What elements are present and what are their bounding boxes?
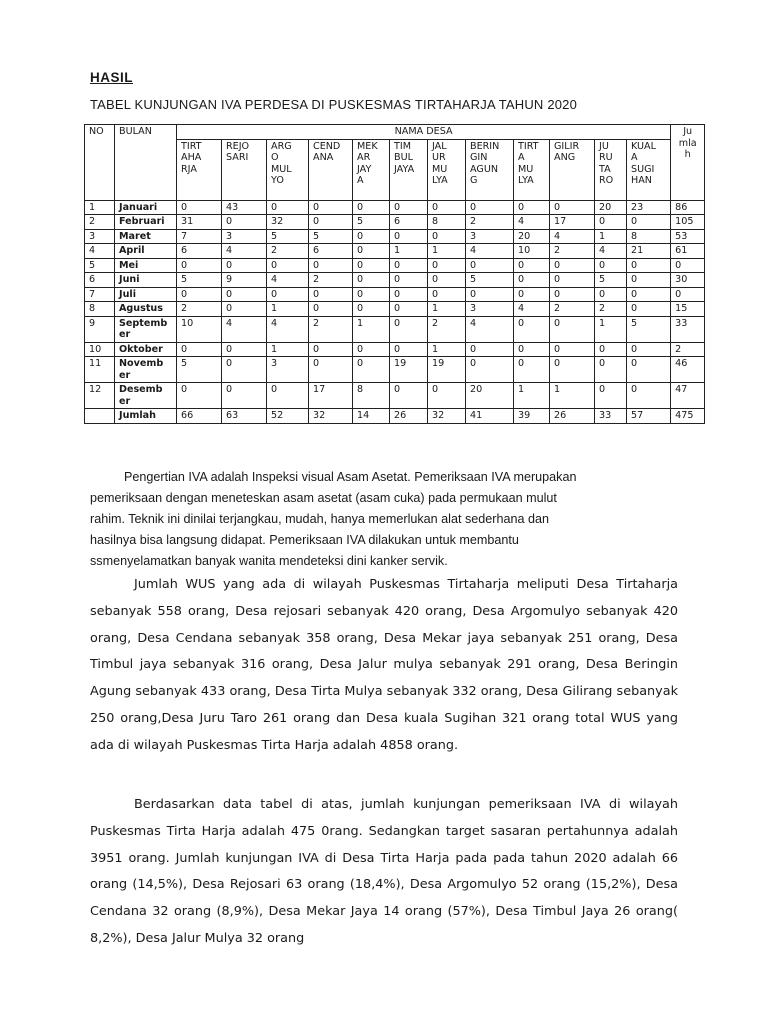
cell-value: 0: [267, 287, 309, 302]
table-row: [85, 383, 705, 409]
cell-value: 4: [267, 316, 309, 342]
cell-value: 2: [177, 302, 222, 317]
cell-value: 0: [627, 273, 671, 288]
cell-value: 0: [267, 383, 309, 409]
cell-value: 0: [177, 342, 222, 357]
cell-value: 1: [428, 302, 466, 317]
cell-no: 9: [85, 316, 115, 342]
cell-value: 0: [428, 383, 466, 409]
cell-value: 0: [466, 258, 514, 273]
cell-value: 0: [309, 258, 353, 273]
cell-month: Agustus: [115, 302, 177, 317]
cell-value: 8: [353, 383, 390, 409]
cell-value: 5: [309, 229, 353, 244]
cell-value: 4: [550, 229, 595, 244]
cell-value: 2: [428, 316, 466, 342]
cell-month: April: [115, 244, 177, 259]
cell-month: Mei: [115, 258, 177, 273]
cell-value: 19: [390, 357, 428, 383]
cell-value: 0: [595, 215, 627, 230]
cell-value: 0: [627, 302, 671, 317]
cell-value: 4: [595, 244, 627, 259]
cell-value: 32: [428, 409, 466, 424]
cell-value: 0: [353, 287, 390, 302]
cell-value: 0: [353, 229, 390, 244]
cell-value: 20: [595, 200, 627, 215]
cell-value: 0: [390, 273, 428, 288]
cell-value: 0: [627, 287, 671, 302]
cell-value: 2: [309, 316, 353, 342]
table-row: [85, 273, 705, 288]
cell-value: 6: [177, 244, 222, 259]
cell-value: 31: [177, 215, 222, 230]
cell-value: 0: [627, 215, 671, 230]
cell-value: 0: [514, 287, 550, 302]
cell-value: 0: [550, 316, 595, 342]
cell-value: 0: [353, 273, 390, 288]
village-header: TIM BUL JAYA: [390, 139, 428, 200]
cell-value: 0: [627, 258, 671, 273]
cell-value: 0: [550, 287, 595, 302]
cell-month: Oktober: [115, 342, 177, 357]
cell-value: 0: [514, 357, 550, 383]
cell-value: 0: [466, 200, 514, 215]
cell-value: 17: [309, 383, 353, 409]
paragraph-line: ssmenyelamatkan banyak wanita mendeteksi dini kanker servik.: [90, 554, 448, 568]
cell-month: Juni: [115, 273, 177, 288]
cell-value: 1: [514, 383, 550, 409]
cell-value: 0: [514, 200, 550, 215]
paragraph-definition: [90, 467, 680, 572]
table-row: [85, 316, 705, 342]
cell-value: 4: [222, 316, 267, 342]
cell-value: 0: [353, 200, 390, 215]
table-row: [85, 215, 705, 230]
cell-value: 52: [267, 409, 309, 424]
header-nama-desa: NAMA DESA: [177, 125, 671, 140]
cell-value: 32: [267, 215, 309, 230]
cell-value: 4: [514, 302, 550, 317]
cell-value: 0: [428, 273, 466, 288]
paragraph-line: rahim. Teknik ini dinilai terjangkau, mudah, hanya memerlukan alat sederhana dan: [90, 512, 550, 526]
header-bulan: BULAN: [115, 125, 177, 201]
cell-total: 105: [671, 215, 705, 230]
cell-value: 0: [309, 287, 353, 302]
cell-value: 0: [222, 342, 267, 357]
cell-value: 0: [595, 357, 627, 383]
table-body: [85, 200, 705, 423]
cell-month: Maret: [115, 229, 177, 244]
table-row: [85, 342, 705, 357]
cell-value: 1: [428, 244, 466, 259]
cell-value: 5: [267, 229, 309, 244]
cell-value: 0: [390, 316, 428, 342]
cell-value: 0: [309, 302, 353, 317]
table-header: [85, 125, 705, 201]
cell-value: 0: [595, 383, 627, 409]
cell-total: 61: [671, 244, 705, 259]
cell-value: 4: [466, 316, 514, 342]
cell-value: 2: [595, 302, 627, 317]
cell-value: 0: [428, 200, 466, 215]
table-row: [85, 229, 705, 244]
cell-value: 0: [595, 287, 627, 302]
cell-value: 63: [222, 409, 267, 424]
cell-value: 6: [309, 244, 353, 259]
cell-total: 46: [671, 357, 705, 383]
cell-value: 0: [550, 342, 595, 357]
cell-total: 53: [671, 229, 705, 244]
cell-value: 0: [222, 258, 267, 273]
village-header: TIRT AHA RJA: [177, 139, 222, 200]
cell-value: 0: [353, 342, 390, 357]
cell-value: 3: [466, 302, 514, 317]
cell-no: [85, 409, 115, 424]
cell-value: 2: [550, 302, 595, 317]
cell-value: 0: [550, 258, 595, 273]
cell-value: 39: [514, 409, 550, 424]
cell-value: 5: [177, 357, 222, 383]
cell-value: 0: [309, 342, 353, 357]
cell-value: 0: [514, 273, 550, 288]
cell-value: 0: [595, 342, 627, 357]
cell-value: 19: [428, 357, 466, 383]
section-heading: HASIL: [90, 70, 133, 85]
cell-value: 0: [267, 200, 309, 215]
cell-value: 8: [428, 215, 466, 230]
cell-month: Novemb er: [115, 357, 177, 383]
cell-value: 0: [353, 244, 390, 259]
cell-value: 0: [390, 229, 428, 244]
cell-value: 0: [514, 258, 550, 273]
cell-value: 0: [222, 383, 267, 409]
table-row: [85, 258, 705, 273]
cell-total: 2: [671, 342, 705, 357]
cell-month: Juli: [115, 287, 177, 302]
cell-no: 10: [85, 342, 115, 357]
cell-value: 0: [267, 258, 309, 273]
cell-value: 0: [222, 357, 267, 383]
cell-value: 5: [466, 273, 514, 288]
cell-value: 57: [627, 409, 671, 424]
cell-value: 0: [177, 200, 222, 215]
cell-value: 0: [550, 273, 595, 288]
cell-value: 0: [222, 215, 267, 230]
village-header: JAL UR MU LYA: [428, 139, 466, 200]
cell-value: 5: [595, 273, 627, 288]
cell-value: 0: [353, 302, 390, 317]
paragraph-line: Pengertian IVA adalah Inspeksi visual Asam Asetat. Pemeriksaan IVA merupakan: [124, 470, 577, 484]
cell-value: 0: [466, 287, 514, 302]
cell-value: 20: [466, 383, 514, 409]
cell-month: Februari: [115, 215, 177, 230]
village-header: ARG O MUL YO: [267, 139, 309, 200]
cell-value: 43: [222, 200, 267, 215]
table-row: [85, 357, 705, 383]
cell-value: 0: [390, 302, 428, 317]
cell-value: 1: [267, 342, 309, 357]
header-jumlah: Ju mla h: [671, 125, 705, 201]
cell-value: 0: [627, 357, 671, 383]
table-row: [85, 244, 705, 259]
cell-value: 0: [514, 316, 550, 342]
cell-month: Jumlah: [115, 409, 177, 424]
cell-value: 0: [390, 342, 428, 357]
village-header: TIRT A MU LYA: [514, 139, 550, 200]
cell-value: 21: [627, 244, 671, 259]
cell-value: 5: [627, 316, 671, 342]
cell-no: 4: [85, 244, 115, 259]
header-no: NO: [85, 125, 115, 201]
cell-value: 0: [353, 357, 390, 383]
cell-value: 0: [550, 200, 595, 215]
paragraph-wus: Jumlah WUS yang ada di wilayah Puskesmas Tirtaharja meliputi Desa Tirtaharja sebanyak 558 orang, Desa rejosari sebanyak 420 orang, Desa Argomulyo sebanyak 420 orang, Desa Cendana sebanyak 358 orang, Desa Mekar jaya sebanyak 251 orang, Desa Timbul jaya sebanyak 316 orang, Desa Jalur mulya sebanyak 291 orang, Desa Beringin Agung sebanyak 433 orang, Desa Tirta Mulya sebanyak 332 orang, Desa Gilirang sebanyak 250 orang,Desa Juru Taro 261 orang dan Desa kuala Sugihan 321 orang total WUS yang ada di wilayah Puskesmas Tirta Harja adalah 4858 orang.: [90, 577, 678, 753]
cell-value: 26: [550, 409, 595, 424]
cell-value: 1: [595, 229, 627, 244]
cell-value: 33: [595, 409, 627, 424]
cell-total: 0: [671, 258, 705, 273]
cell-no: 7: [85, 287, 115, 302]
cell-value: 4: [466, 244, 514, 259]
village-header: KUAL A SUGI HAN: [627, 139, 671, 200]
cell-total: 475: [671, 409, 705, 424]
cell-value: 23: [627, 200, 671, 215]
cell-value: 7: [177, 229, 222, 244]
cell-value: 17: [550, 215, 595, 230]
cell-no: 2: [85, 215, 115, 230]
cell-value: 10: [514, 244, 550, 259]
cell-value: 3: [466, 229, 514, 244]
cell-value: 6: [390, 215, 428, 230]
cell-value: 0: [466, 357, 514, 383]
cell-value: 0: [177, 383, 222, 409]
cell-total: 47: [671, 383, 705, 409]
cell-value: 0: [595, 258, 627, 273]
cell-value: 10: [177, 316, 222, 342]
cell-value: 0: [309, 357, 353, 383]
cell-no: 11: [85, 357, 115, 383]
cell-value: 9: [222, 273, 267, 288]
cell-value: 0: [353, 258, 390, 273]
cell-no: 8: [85, 302, 115, 317]
cell-value: 14: [353, 409, 390, 424]
village-header: BERIN GIN AGUN G: [466, 139, 514, 200]
cell-value: 0: [390, 287, 428, 302]
cell-no: 1: [85, 200, 115, 215]
cell-value: 5: [353, 215, 390, 230]
cell-value: 0: [514, 342, 550, 357]
cell-month: Septemb er: [115, 316, 177, 342]
cell-value: 1: [390, 244, 428, 259]
village-header: GILIR ANG: [550, 139, 595, 200]
table-row: [85, 302, 705, 317]
village-header: JU RU TA RO: [595, 139, 627, 200]
visits-table: [84, 124, 705, 424]
cell-value: 3: [267, 357, 309, 383]
cell-value: 0: [177, 258, 222, 273]
cell-value: 8: [627, 229, 671, 244]
cell-value: 0: [466, 342, 514, 357]
cell-total: 86: [671, 200, 705, 215]
cell-value: 0: [177, 287, 222, 302]
cell-value: 0: [550, 357, 595, 383]
cell-value: 0: [222, 302, 267, 317]
table-row: [85, 200, 705, 215]
cell-total: 33: [671, 316, 705, 342]
village-header: MEK AR JAY A: [353, 139, 390, 200]
cell-no: 5: [85, 258, 115, 273]
cell-month: Januari: [115, 200, 177, 215]
paragraph-line: hasilnya bisa langsung didapat. Pemeriksaan IVA dilakukan untuk membantu: [90, 533, 519, 547]
cell-value: 1: [353, 316, 390, 342]
cell-value: 3: [222, 229, 267, 244]
cell-value: 26: [390, 409, 428, 424]
cell-value: 0: [390, 383, 428, 409]
cell-value: 66: [177, 409, 222, 424]
cell-value: 20: [514, 229, 550, 244]
cell-value: 0: [428, 258, 466, 273]
cell-total: 15: [671, 302, 705, 317]
cell-value: 4: [267, 273, 309, 288]
cell-no: 3: [85, 229, 115, 244]
cell-value: 0: [627, 383, 671, 409]
cell-value: 2: [466, 215, 514, 230]
cell-value: 4: [514, 215, 550, 230]
cell-value: 1: [267, 302, 309, 317]
cell-value: 0: [309, 215, 353, 230]
cell-total: 0: [671, 287, 705, 302]
cell-value: 0: [428, 229, 466, 244]
cell-total: 30: [671, 273, 705, 288]
cell-value: 1: [595, 316, 627, 342]
cell-value: 32: [309, 409, 353, 424]
cell-value: 1: [550, 383, 595, 409]
cell-value: 1: [428, 342, 466, 357]
village-header: REJO SARI: [222, 139, 267, 200]
paragraph-analysis: Berdasarkan data tabel di atas, jumlah kunjungan pemeriksaan IVA di wilayah Puskesmas Tirta Harja adalah 475 0rang. Sedangkan target sasaran pertahunnya adalah 3951 orang. Jumlah kunjungan IVA di Desa Tirta Harja pada pada tahun 2020 adalah 66 orang (14,5%), Desa Rejosari 63 orang (18,4%), Desa Argomulyo 52 orang (15,2%), Desa Cendana 32 orang (8,9%), Desa Mekar Jaya 14 orang (57%), Desa Timbul Jaya 26 orang( 8,2%), Desa Jalur Mulya 32 orang: [90, 797, 678, 946]
village-header: CEND ANA: [309, 139, 353, 200]
total-row: [85, 409, 705, 424]
table-title: TABEL KUNJUNGAN IVA PERDESA DI PUSKESMAS TIRTAHARJA TAHUN 2020: [90, 97, 578, 112]
table-row: [85, 287, 705, 302]
cell-value: 0: [627, 342, 671, 357]
cell-value: 2: [309, 273, 353, 288]
paragraph-line: pemeriksaan dengan meneteskan asam asetat (asam cuka) pada permukaan mulut: [90, 491, 557, 505]
cell-value: 4: [222, 244, 267, 259]
cell-value: 41: [466, 409, 514, 424]
cell-value: 0: [309, 200, 353, 215]
cell-value: 2: [550, 244, 595, 259]
cell-value: 2: [267, 244, 309, 259]
cell-no: 12: [85, 383, 115, 409]
cell-value: 0: [428, 287, 466, 302]
cell-no: 6: [85, 273, 115, 288]
cell-value: 0: [222, 287, 267, 302]
cell-value: 0: [390, 258, 428, 273]
cell-value: 5: [177, 273, 222, 288]
cell-month: Desemb er: [115, 383, 177, 409]
cell-value: 0: [390, 200, 428, 215]
village-header-row: [85, 139, 705, 200]
